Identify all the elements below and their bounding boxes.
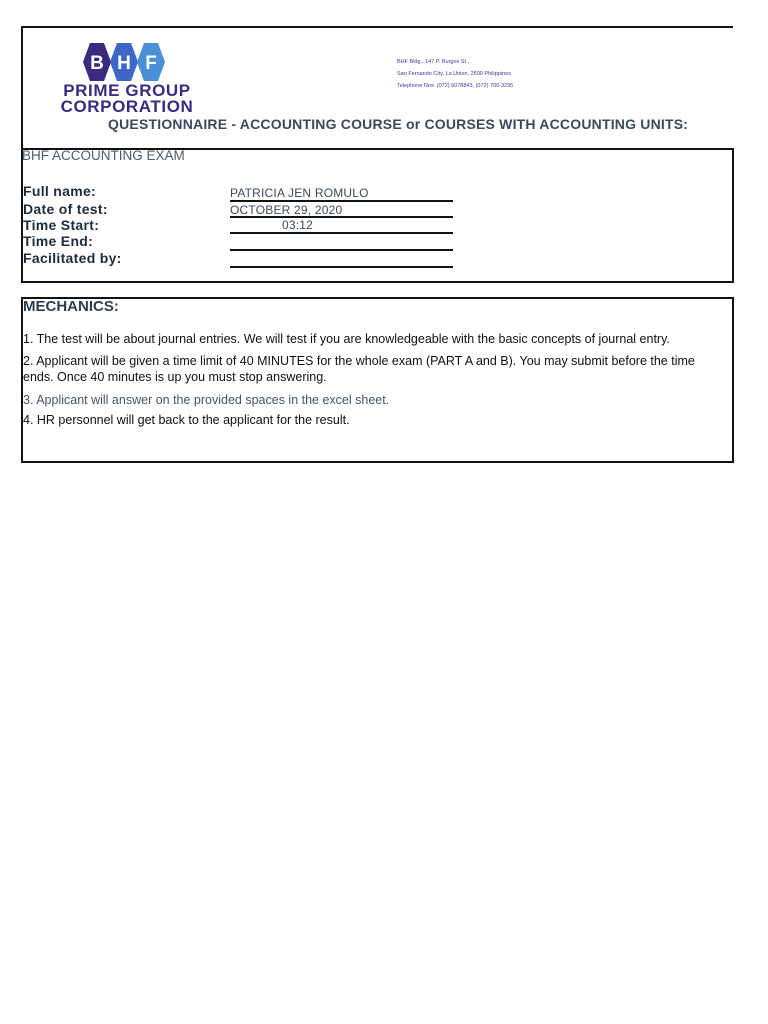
date-of-test-underline (230, 216, 453, 218)
time-start-label: Time Start: (23, 217, 100, 233)
logo-name-line2: CORPORATION (60, 97, 194, 116)
mechanics-title: MECHANICS: (23, 298, 119, 315)
logo-hexagons (74, 42, 174, 82)
time-start-underline (230, 232, 453, 234)
mechanics-item-1: 1. The test will be about journal entries. We will test if you are knowledgeable with the basic concepts of journal entry. (23, 332, 670, 346)
company-logo (52, 42, 202, 114)
address-line3: Telephone Nos: (072) 6078843, (072) 700-3295 (397, 83, 514, 89)
facilitated-by-underline (230, 266, 453, 268)
logo-letter-b: B (90, 53, 104, 74)
date-of-test-value[interactable]: OCTOBER 29, 2020 (230, 203, 343, 217)
mechanics-item-4: 4. HR personnel will get back to the applicant for the result. (23, 413, 350, 427)
date-of-test-label: Date of test: (23, 201, 108, 217)
questionnaire-title: QUESTIONNAIRE - ACCOUNTING COURSE or COURSES WITH ACCOUNTING UNITS: (108, 116, 689, 132)
time-end-label: Time End: (23, 233, 94, 249)
mechanics-item-3: 3. Applicant will answer on the provided spaces in the excel sheet. (23, 393, 390, 407)
full-name-value[interactable]: PATRICIA JEN ROMULO (230, 186, 369, 200)
logo-letter-h: H (117, 53, 131, 74)
address-line1: BHF Bldg., 147 P. Burgos St., (397, 59, 470, 65)
exam-title: BHF ACCOUNTING EXAM (22, 148, 185, 163)
time-end-underline (230, 249, 453, 251)
logo-letter-f: F (145, 53, 157, 74)
company-address (397, 56, 513, 92)
logo-name-line1: PRIME GROUP (63, 81, 191, 100)
logo-company-name (52, 83, 202, 115)
full-name-label: Full name: (23, 183, 97, 199)
full-name-underline (230, 200, 453, 202)
mechanics-item-2: 2. Applicant will be given a time limit of 40 MINUTES for the whole exam (PART A and B). You may submit before the time ends. Once 40 minutes is up you must stop answering. (23, 354, 695, 384)
mechanics-border-tick (21, 446, 23, 462)
time-start-value[interactable]: 03:12 (282, 218, 314, 232)
address-line2: San Fernando City, La Union, 2500 Philippines (397, 71, 511, 77)
facilitated-by-label: Facilitated by: (23, 250, 122, 266)
